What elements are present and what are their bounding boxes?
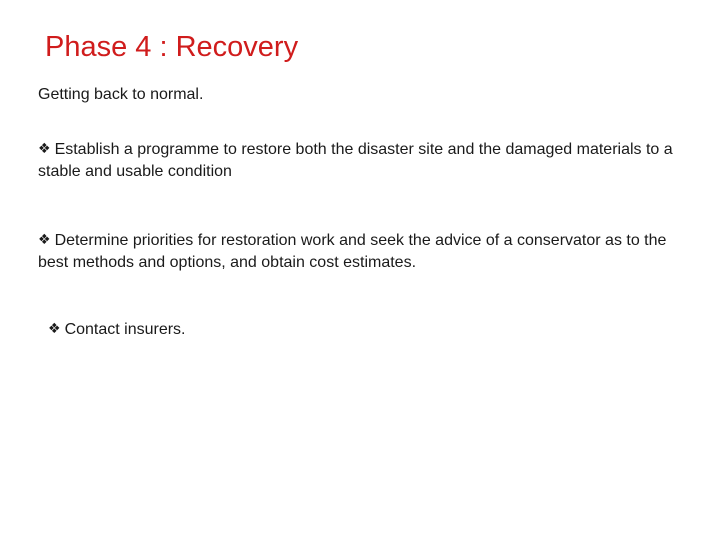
- bullet-item: [48, 317, 698, 341]
- diamond-bullet-icon: ❖: [38, 231, 51, 247]
- diamond-bullet-icon: ❖: [38, 140, 51, 156]
- bullet-text: Establish a programme to restore both the disaster site and the damaged materials to a stable and usable condition: [38, 141, 673, 180]
- bullet-item: [38, 228, 688, 274]
- diamond-bullet-icon: ❖: [48, 320, 61, 336]
- bullet-text: Determine priorities for restoration work and seek the advice of a conservator as to the best methods and options, and obtain cost estimates.: [38, 232, 667, 271]
- intro-text: Getting back to normal.: [38, 86, 204, 103]
- slide-title: Phase 4 : Recovery: [45, 31, 299, 63]
- bullet-item: [38, 137, 688, 183]
- bullet-text: Contact insurers.: [64, 321, 186, 338]
